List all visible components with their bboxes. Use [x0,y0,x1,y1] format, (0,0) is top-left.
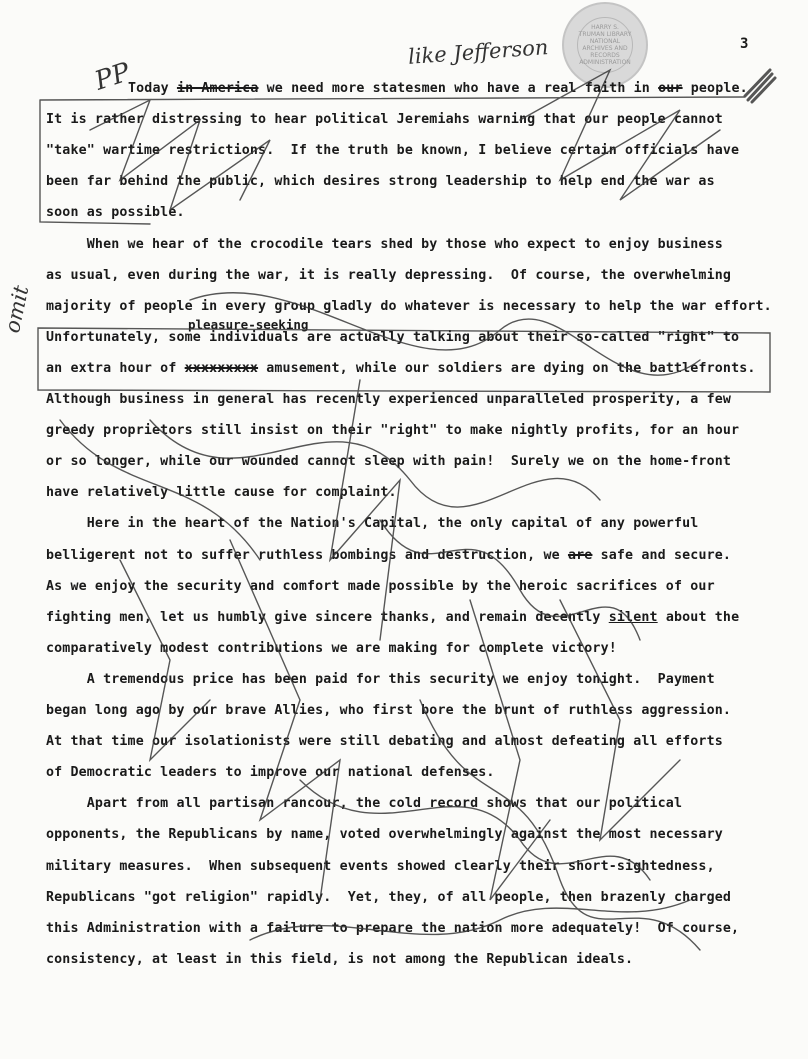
text-line: of Democratic leaders to improve our national defenses. [46,765,495,781]
text-line: Republicans "got religion" rapidly. Yet, they, of all people, then brazenly charged [46,889,732,905]
text-segment: an extra hour of [46,360,185,376]
text-segment: Today [128,81,177,96]
text-line: as usual, even during the war, it is really depressing. Of course, the overwhelming [46,267,732,283]
scribble-12 [330,380,400,640]
text-line: military measures. When subsequent events showed clearly their short-sightedness, [46,858,715,874]
text-line: Although business in general has recently experienced unparalleled prosperity, a few [46,392,732,407]
text-line: Apart from all partisan rancour, the cold record shows that our political [46,796,683,812]
text-segment: amusement, while our soldiers are dying on the battlefronts. [258,360,756,376]
handwritten-omit-note: omit [0,283,34,335]
text-line: opponents, the Republicans by name, voted overwhelmingly against the most necessary [46,827,723,843]
text-line: A tremendous price has been paid for this security we enjoy tonight. Payment [46,671,715,687]
text-segment: we need more statesmen who have a real faith in [258,81,659,96]
text-segment: fighting men, let us humbly give sincere thanks, and remain decently [46,609,609,625]
text-line: soon as possible. [46,205,185,221]
struck-text: our [658,81,683,96]
text-line: have relatively little cause for complaint. [46,485,397,501]
text-line: or so longer, while our wounded cannot sleep with pain! Surely we on the home-front [46,454,732,470]
text-segment: belligerent not to suffer ruthless bombings and destruction, we [46,547,568,563]
text-segment: about the [657,609,740,625]
stamp-text: HARRY S. TRUMAN LIBRARY NATIONAL ARCHIVES AND RECORDS ADMINISTRATION [577,17,633,73]
text-line: It is rather distressing to hear political Jeremiahs warning that our people cannot [46,112,723,128]
struck-text: in America [176,81,259,96]
struck-text: are [567,547,593,563]
text-line: As we enjoy the security and comfort made possible by the heroic sacrifices of our [46,578,715,594]
text-line: been far behind the public, which desires strong leadership to help end the war as [46,174,715,190]
text-line [46,609,739,627]
text-line: Unfortunately, some individuals are actually talking about their so-called "right" to [46,329,740,345]
text-segment: safe and secure. [592,547,732,563]
text-line: this Administration with a failure to prepare the nation more adequately! Of course, [46,920,740,936]
text-line [46,360,756,378]
text-line: consistency, at least in this field, is not among the Republican ideals. [46,951,634,967]
page-number: 3 [740,36,749,52]
text-line [128,80,748,98]
handwritten-pp-mark: PP [91,57,134,97]
handwritten-note-top: like Jefferson [407,35,550,69]
text-segment: people. [682,81,748,96]
underlined-text: silent [608,609,658,625]
text-line: majority of people in every group gladly do whatever is necessary to help the war effort. [46,298,772,314]
struck-text: xxxxxxxxx [184,360,259,376]
text-line: "take" wartime restrictions. If the truth be known, I believe certain officials have [46,143,740,159]
text-line: comparatively modest contributions we are making for complete victory! [46,640,617,656]
inserted-word: pleasure-seeking [188,317,309,332]
text-line: Here in the heart of the Nation's Capital, the only capital of any powerful [46,516,699,532]
heavy-mark [745,70,775,102]
text-line: When we hear of the crocodile tears shed by those who expect to enjoy business [46,236,723,252]
text-line: greedy proprietors still insist on their "right" to make nightly profits, for an hour [46,423,740,439]
text-line: At that time our isolationists were still debating and almost defeating all efforts [46,734,723,750]
text-line: began long ago by our brave Allies, who first bore the brunt of ruthless aggression. [46,703,732,718]
text-line [46,547,731,565]
archive-stamp [562,2,648,88]
